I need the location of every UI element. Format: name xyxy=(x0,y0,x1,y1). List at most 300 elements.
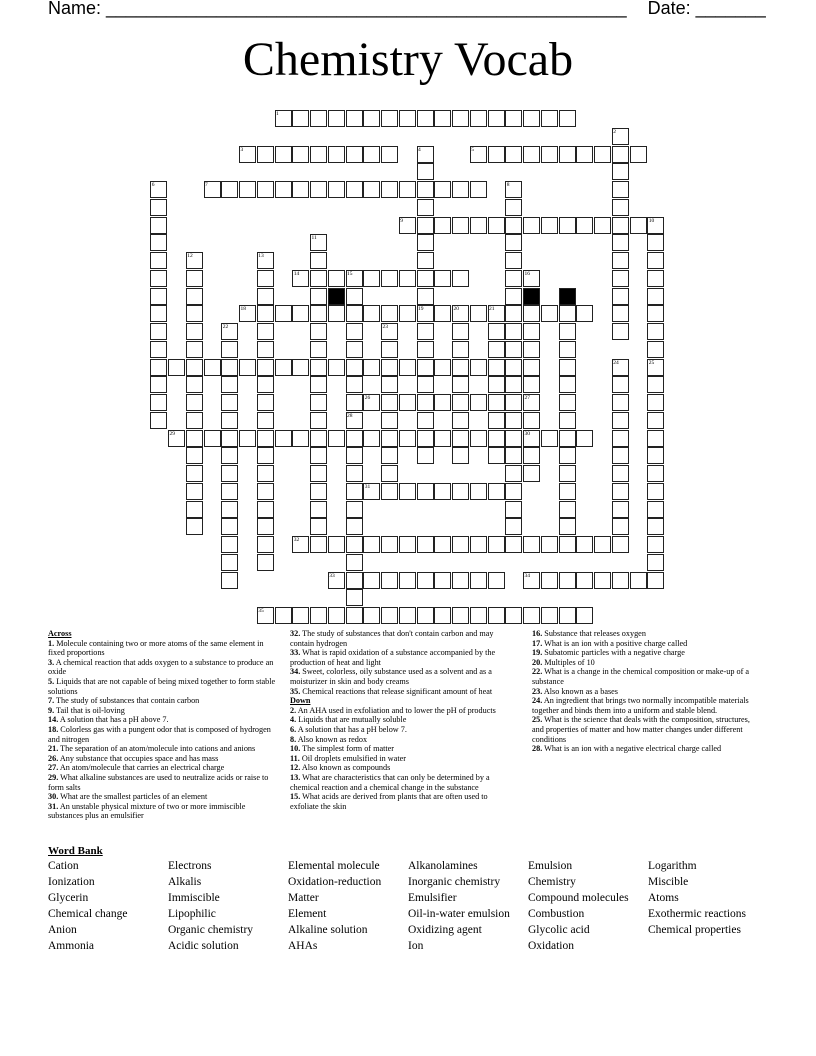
crossword-cell[interactable] xyxy=(346,181,363,198)
crossword-cell[interactable] xyxy=(559,483,576,500)
crossword-cell[interactable] xyxy=(488,376,505,393)
crossword-cell[interactable] xyxy=(257,501,274,518)
crossword-cell[interactable] xyxy=(452,412,469,429)
crossword-cell[interactable] xyxy=(488,483,505,500)
crossword-cell[interactable] xyxy=(328,359,345,376)
crossword-cell[interactable] xyxy=(399,394,416,411)
crossword-cell[interactable] xyxy=(612,146,629,163)
crossword-cell[interactable] xyxy=(346,518,363,535)
crossword-cell[interactable] xyxy=(221,359,238,376)
crossword-cell[interactable] xyxy=(417,252,434,269)
crossword-cell[interactable] xyxy=(363,359,380,376)
crossword-cell[interactable] xyxy=(452,110,469,127)
crossword-cell[interactable] xyxy=(647,270,664,287)
crossword-cell[interactable] xyxy=(505,234,522,251)
crossword-cell[interactable] xyxy=(434,394,451,411)
crossword-cell[interactable] xyxy=(488,110,505,127)
crossword-cell[interactable] xyxy=(381,572,398,589)
crossword-cell[interactable] xyxy=(452,181,469,198)
crossword-cell[interactable] xyxy=(559,394,576,411)
crossword-cell[interactable] xyxy=(452,430,469,447)
crossword-cell[interactable] xyxy=(275,359,292,376)
crossword-cell[interactable] xyxy=(434,305,451,322)
crossword-cell[interactable] xyxy=(523,376,540,393)
crossword-cell[interactable] xyxy=(523,607,540,624)
crossword-cell[interactable] xyxy=(559,430,576,447)
crossword-cell[interactable] xyxy=(310,288,327,305)
crossword-cell[interactable] xyxy=(417,394,434,411)
crossword-cell[interactable] xyxy=(257,447,274,464)
crossword-cell[interactable] xyxy=(612,518,629,535)
crossword-cell[interactable] xyxy=(186,288,203,305)
crossword-cell[interactable] xyxy=(612,430,629,447)
crossword-cell[interactable] xyxy=(647,536,664,553)
crossword-cell[interactable] xyxy=(576,430,593,447)
crossword-cell[interactable] xyxy=(275,607,292,624)
crossword-cell[interactable] xyxy=(257,323,274,340)
crossword-cell[interactable] xyxy=(399,181,416,198)
crossword-cell[interactable] xyxy=(488,323,505,340)
crossword-cell[interactable] xyxy=(559,607,576,624)
crossword-cell[interactable] xyxy=(310,323,327,340)
crossword-cell[interactable] xyxy=(186,376,203,393)
crossword-cell[interactable] xyxy=(612,252,629,269)
crossword-cell[interactable] xyxy=(221,447,238,464)
crossword-cell[interactable] xyxy=(363,305,380,322)
crossword-cell[interactable] xyxy=(612,199,629,216)
crossword-cell[interactable] xyxy=(399,430,416,447)
crossword-cell[interactable] xyxy=(186,430,203,447)
crossword-cell[interactable] xyxy=(221,536,238,553)
crossword-cell[interactable] xyxy=(381,465,398,482)
crossword-cell[interactable] xyxy=(559,341,576,358)
crossword-cell[interactable] xyxy=(647,305,664,322)
crossword-cell[interactable] xyxy=(647,341,664,358)
crossword-cell[interactable] xyxy=(221,518,238,535)
crossword-cell[interactable] xyxy=(505,270,522,287)
crossword-cell[interactable] xyxy=(221,376,238,393)
crossword-cell[interactable] xyxy=(612,270,629,287)
crossword-cell[interactable] xyxy=(346,146,363,163)
crossword-cell[interactable] xyxy=(630,572,647,589)
crossword-cell[interactable] xyxy=(346,465,363,482)
crossword-cell[interactable] xyxy=(417,323,434,340)
crossword-cell[interactable] xyxy=(505,483,522,500)
crossword-cell[interactable] xyxy=(559,110,576,127)
crossword-cell[interactable] xyxy=(612,217,629,234)
crossword-cell[interactable] xyxy=(523,323,540,340)
crossword-cell[interactable] xyxy=(612,465,629,482)
crossword-cell[interactable] xyxy=(505,341,522,358)
crossword-cell[interactable] xyxy=(221,430,238,447)
crossword-cell[interactable] xyxy=(310,341,327,358)
crossword-cell[interactable] xyxy=(505,394,522,411)
crossword-cell[interactable] xyxy=(168,359,185,376)
crossword-cell[interactable] xyxy=(399,572,416,589)
crossword-cell[interactable] xyxy=(452,270,469,287)
crossword-cell[interactable] xyxy=(292,430,309,447)
crossword-cell[interactable] xyxy=(239,181,256,198)
crossword-cell[interactable] xyxy=(417,234,434,251)
crossword-cell[interactable] xyxy=(488,146,505,163)
crossword-cell[interactable] xyxy=(523,110,540,127)
crossword-cell[interactable] xyxy=(257,288,274,305)
crossword-cell[interactable] xyxy=(346,323,363,340)
crossword-cell[interactable] xyxy=(541,305,558,322)
crossword-cell[interactable] xyxy=(559,412,576,429)
crossword-cell[interactable] xyxy=(523,217,540,234)
crossword-cell[interactable] xyxy=(328,536,345,553)
crossword-cell[interactable] xyxy=(452,447,469,464)
crossword-cell[interactable] xyxy=(647,412,664,429)
crossword-cell[interactable] xyxy=(452,359,469,376)
crossword-cell[interactable] xyxy=(488,572,505,589)
crossword-cell[interactable] xyxy=(381,270,398,287)
crossword-cell[interactable] xyxy=(292,305,309,322)
crossword-cell[interactable] xyxy=(452,323,469,340)
crossword-cell[interactable] xyxy=(647,518,664,535)
crossword-cell[interactable] xyxy=(328,181,345,198)
crossword-cell[interactable] xyxy=(523,146,540,163)
crossword-cell[interactable] xyxy=(647,483,664,500)
crossword-cell[interactable] xyxy=(417,447,434,464)
crossword-cell[interactable] xyxy=(381,483,398,500)
crossword-cell[interactable] xyxy=(257,483,274,500)
crossword-cell[interactable] xyxy=(310,110,327,127)
crossword-cell[interactable] xyxy=(594,572,611,589)
crossword-cell[interactable] xyxy=(310,501,327,518)
crossword-cell[interactable] xyxy=(612,234,629,251)
crossword-cell[interactable] xyxy=(488,217,505,234)
crossword-cell[interactable] xyxy=(346,359,363,376)
crossword-cell[interactable] xyxy=(612,181,629,198)
crossword-cell[interactable] xyxy=(505,110,522,127)
crossword-cell[interactable] xyxy=(523,341,540,358)
crossword-cell[interactable] xyxy=(505,501,522,518)
crossword-cell[interactable] xyxy=(346,536,363,553)
crossword-cell[interactable] xyxy=(452,607,469,624)
crossword-cell[interactable] xyxy=(434,536,451,553)
crossword-cell[interactable] xyxy=(292,110,309,127)
crossword-cell[interactable] xyxy=(186,518,203,535)
crossword-cell[interactable] xyxy=(381,430,398,447)
crossword-cell[interactable] xyxy=(221,501,238,518)
crossword-cell[interactable] xyxy=(434,217,451,234)
crossword-cell[interactable] xyxy=(204,359,221,376)
crossword-cell[interactable] xyxy=(505,288,522,305)
crossword-cell[interactable] xyxy=(559,217,576,234)
crossword-cell[interactable] xyxy=(417,359,434,376)
crossword-cell[interactable] xyxy=(647,447,664,464)
crossword-cell[interactable] xyxy=(488,607,505,624)
crossword-cell[interactable] xyxy=(470,217,487,234)
crossword-cell[interactable] xyxy=(257,394,274,411)
crossword-cell[interactable] xyxy=(328,430,345,447)
crossword-cell[interactable] xyxy=(647,394,664,411)
crossword-cell[interactable] xyxy=(363,146,380,163)
crossword-cell[interactable] xyxy=(186,394,203,411)
crossword-cell[interactable] xyxy=(505,359,522,376)
crossword-cell[interactable] xyxy=(310,146,327,163)
crossword-cell[interactable] xyxy=(239,430,256,447)
crossword-cell[interactable] xyxy=(257,270,274,287)
crossword-cell[interactable] xyxy=(541,146,558,163)
crossword-cell[interactable] xyxy=(346,430,363,447)
crossword-cell[interactable] xyxy=(221,341,238,358)
crossword-cell[interactable] xyxy=(399,359,416,376)
crossword-cell[interactable] xyxy=(310,607,327,624)
crossword-cell[interactable] xyxy=(381,305,398,322)
crossword-cell[interactable] xyxy=(417,376,434,393)
crossword-cell[interactable] xyxy=(559,323,576,340)
crossword-cell[interactable] xyxy=(612,572,629,589)
crossword-cell[interactable] xyxy=(399,536,416,553)
crossword-cell[interactable] xyxy=(417,536,434,553)
crossword-cell[interactable] xyxy=(150,270,167,287)
crossword-cell[interactable] xyxy=(576,217,593,234)
crossword-cell[interactable] xyxy=(488,447,505,464)
crossword-cell[interactable] xyxy=(417,199,434,216)
crossword-cell[interactable] xyxy=(310,305,327,322)
crossword-cell[interactable] xyxy=(488,394,505,411)
crossword-cell[interactable] xyxy=(612,376,629,393)
crossword-cell[interactable] xyxy=(186,483,203,500)
crossword-cell[interactable] xyxy=(399,483,416,500)
crossword-cell[interactable] xyxy=(328,110,345,127)
crossword-cell[interactable] xyxy=(186,359,203,376)
crossword-cell[interactable] xyxy=(523,465,540,482)
crossword-cell[interactable] xyxy=(452,483,469,500)
crossword-cell[interactable] xyxy=(559,465,576,482)
crossword-cell[interactable] xyxy=(417,288,434,305)
crossword-cell[interactable] xyxy=(346,554,363,571)
crossword-cell[interactable] xyxy=(381,181,398,198)
crossword-cell[interactable] xyxy=(505,146,522,163)
crossword-cell[interactable] xyxy=(541,110,558,127)
crossword-cell[interactable] xyxy=(346,341,363,358)
crossword-cell[interactable] xyxy=(381,146,398,163)
crossword-cell[interactable] xyxy=(452,376,469,393)
crossword-cell[interactable] xyxy=(559,305,576,322)
crossword-cell[interactable] xyxy=(505,430,522,447)
crossword-cell[interactable] xyxy=(505,536,522,553)
crossword-cell[interactable] xyxy=(434,359,451,376)
crossword-cell[interactable] xyxy=(647,323,664,340)
crossword-cell[interactable] xyxy=(576,536,593,553)
crossword-cell[interactable] xyxy=(559,518,576,535)
crossword-cell[interactable] xyxy=(452,572,469,589)
crossword-cell[interactable] xyxy=(399,607,416,624)
crossword-cell[interactable] xyxy=(292,181,309,198)
crossword-cell[interactable] xyxy=(505,376,522,393)
crossword-cell[interactable] xyxy=(221,483,238,500)
crossword-cell[interactable] xyxy=(150,199,167,216)
crossword-cell[interactable] xyxy=(505,305,522,322)
crossword-cell[interactable] xyxy=(505,199,522,216)
crossword-cell[interactable] xyxy=(612,483,629,500)
crossword-cell[interactable] xyxy=(346,501,363,518)
crossword-cell[interactable] xyxy=(186,305,203,322)
crossword-cell[interactable] xyxy=(257,341,274,358)
crossword-cell[interactable] xyxy=(292,607,309,624)
crossword-cell[interactable] xyxy=(346,288,363,305)
crossword-cell[interactable] xyxy=(417,572,434,589)
crossword-cell[interactable] xyxy=(381,341,398,358)
crossword-cell[interactable] xyxy=(186,501,203,518)
crossword-cell[interactable] xyxy=(363,430,380,447)
crossword-cell[interactable] xyxy=(417,341,434,358)
crossword-cell[interactable] xyxy=(470,110,487,127)
crossword-cell[interactable] xyxy=(150,341,167,358)
crossword-cell[interactable] xyxy=(346,572,363,589)
crossword-cell[interactable] xyxy=(434,483,451,500)
crossword-cell[interactable] xyxy=(417,217,434,234)
crossword-cell[interactable] xyxy=(381,536,398,553)
crossword-cell[interactable] xyxy=(417,430,434,447)
crossword-cell[interactable] xyxy=(381,412,398,429)
crossword-cell[interactable] xyxy=(488,430,505,447)
crossword-cell[interactable] xyxy=(647,234,664,251)
crossword-cell[interactable] xyxy=(470,359,487,376)
crossword-cell[interactable] xyxy=(221,572,238,589)
crossword-cell[interactable] xyxy=(186,270,203,287)
crossword-cell[interactable] xyxy=(186,447,203,464)
crossword-cell[interactable] xyxy=(257,146,274,163)
crossword-cell[interactable] xyxy=(346,589,363,606)
crossword-cell[interactable] xyxy=(505,412,522,429)
crossword-cell[interactable] xyxy=(470,483,487,500)
crossword-cell[interactable] xyxy=(328,270,345,287)
crossword-cell[interactable] xyxy=(505,607,522,624)
crossword-cell[interactable] xyxy=(576,607,593,624)
crossword-cell[interactable] xyxy=(310,447,327,464)
crossword-cell[interactable] xyxy=(452,341,469,358)
crossword-cell[interactable] xyxy=(310,412,327,429)
crossword-cell[interactable] xyxy=(257,430,274,447)
crossword-cell[interactable] xyxy=(150,376,167,393)
crossword-cell[interactable] xyxy=(612,163,629,180)
crossword-cell[interactable] xyxy=(505,518,522,535)
crossword-cell[interactable] xyxy=(399,110,416,127)
crossword-cell[interactable] xyxy=(310,465,327,482)
crossword-cell[interactable] xyxy=(150,288,167,305)
crossword-cell[interactable] xyxy=(346,607,363,624)
crossword-cell[interactable] xyxy=(559,447,576,464)
crossword-cell[interactable] xyxy=(310,252,327,269)
crossword-cell[interactable] xyxy=(470,394,487,411)
crossword-cell[interactable] xyxy=(328,305,345,322)
crossword-cell[interactable] xyxy=(150,412,167,429)
crossword-cell[interactable] xyxy=(150,359,167,376)
crossword-cell[interactable] xyxy=(452,394,469,411)
crossword-cell[interactable] xyxy=(381,607,398,624)
crossword-cell[interactable] xyxy=(310,518,327,535)
crossword-cell[interactable] xyxy=(594,217,611,234)
crossword-cell[interactable] xyxy=(647,376,664,393)
crossword-cell[interactable] xyxy=(363,110,380,127)
crossword-cell[interactable] xyxy=(630,146,647,163)
crossword-cell[interactable] xyxy=(221,394,238,411)
crossword-cell[interactable] xyxy=(630,217,647,234)
crossword-cell[interactable] xyxy=(257,465,274,482)
crossword-cell[interactable] xyxy=(452,536,469,553)
crossword-cell[interactable] xyxy=(559,572,576,589)
crossword-cell[interactable] xyxy=(523,447,540,464)
crossword-cell[interactable] xyxy=(186,341,203,358)
crossword-cell[interactable] xyxy=(257,359,274,376)
crossword-cell[interactable] xyxy=(470,181,487,198)
crossword-cell[interactable] xyxy=(523,359,540,376)
crossword-cell[interactable] xyxy=(363,270,380,287)
crossword-cell[interactable] xyxy=(257,518,274,535)
crossword-cell[interactable] xyxy=(505,323,522,340)
crossword-cell[interactable] xyxy=(363,181,380,198)
crossword-cell[interactable] xyxy=(310,430,327,447)
crossword-cell[interactable] xyxy=(363,572,380,589)
crossword-cell[interactable] xyxy=(434,572,451,589)
crossword-cell[interactable] xyxy=(647,501,664,518)
crossword-cell[interactable] xyxy=(470,305,487,322)
crossword-cell[interactable] xyxy=(559,376,576,393)
crossword-cell[interactable] xyxy=(576,146,593,163)
crossword-cell[interactable] xyxy=(417,412,434,429)
crossword-cell[interactable] xyxy=(346,305,363,322)
crossword-cell[interactable] xyxy=(239,359,256,376)
crossword-cell[interactable] xyxy=(257,412,274,429)
crossword-cell[interactable] xyxy=(434,607,451,624)
crossword-cell[interactable] xyxy=(612,305,629,322)
crossword-cell[interactable] xyxy=(541,536,558,553)
crossword-cell[interactable] xyxy=(186,412,203,429)
crossword-cell[interactable] xyxy=(505,252,522,269)
crossword-cell[interactable] xyxy=(381,110,398,127)
crossword-cell[interactable] xyxy=(257,536,274,553)
crossword-cell[interactable] xyxy=(310,483,327,500)
crossword-cell[interactable] xyxy=(346,447,363,464)
crossword-cell[interactable] xyxy=(612,536,629,553)
crossword-cell[interactable] xyxy=(257,181,274,198)
crossword-cell[interactable] xyxy=(310,394,327,411)
crossword-cell[interactable] xyxy=(186,465,203,482)
crossword-cell[interactable] xyxy=(434,430,451,447)
crossword-cell[interactable] xyxy=(559,359,576,376)
crossword-cell[interactable] xyxy=(150,234,167,251)
crossword-cell[interactable] xyxy=(612,412,629,429)
crossword-cell[interactable] xyxy=(488,412,505,429)
crossword-cell[interactable] xyxy=(381,394,398,411)
crossword-cell[interactable] xyxy=(417,163,434,180)
crossword-cell[interactable] xyxy=(221,181,238,198)
crossword-cell[interactable] xyxy=(399,270,416,287)
crossword-cell[interactable] xyxy=(523,305,540,322)
crossword-cell[interactable] xyxy=(381,447,398,464)
crossword-cell[interactable] xyxy=(559,536,576,553)
crossword-cell[interactable] xyxy=(612,288,629,305)
crossword-cell[interactable] xyxy=(292,146,309,163)
crossword-cell[interactable] xyxy=(541,572,558,589)
crossword-cell[interactable] xyxy=(470,607,487,624)
crossword-cell[interactable] xyxy=(257,305,274,322)
crossword-cell[interactable] xyxy=(488,341,505,358)
crossword-cell[interactable] xyxy=(594,146,611,163)
crossword-cell[interactable] xyxy=(150,252,167,269)
crossword-cell[interactable] xyxy=(576,305,593,322)
crossword-cell[interactable] xyxy=(221,554,238,571)
crossword-cell[interactable] xyxy=(452,217,469,234)
crossword-cell[interactable] xyxy=(346,110,363,127)
crossword-cell[interactable] xyxy=(328,607,345,624)
crossword-cell[interactable] xyxy=(310,536,327,553)
